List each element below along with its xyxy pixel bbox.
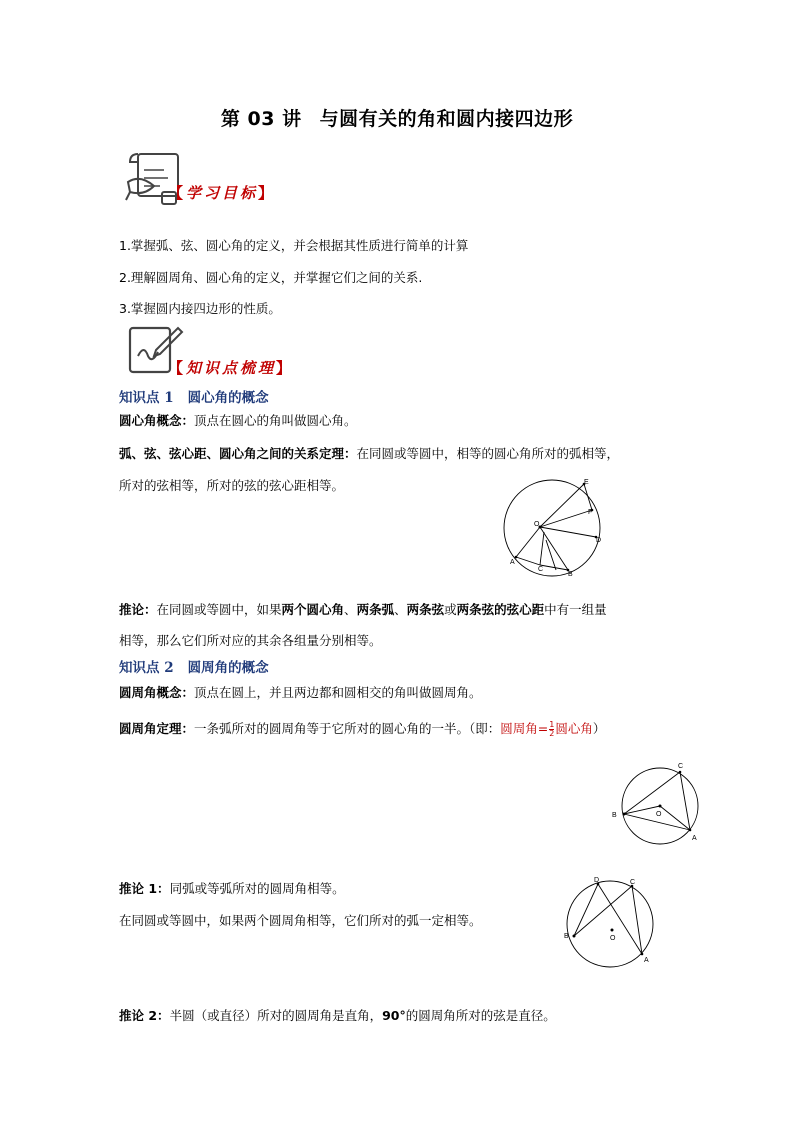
fig3-label-c: C — [630, 879, 636, 886]
fig1-label-d: D — [596, 537, 602, 544]
fig3-label-d: D — [594, 877, 600, 884]
fig2-label-c: C — [678, 763, 684, 770]
objective-item-2: 2.理解圆周角、圆心角的定义，并掌握它们之间的关系. — [119, 270, 423, 285]
kp2-theorem: 圆周角定理：一条弧所对的圆周角等于它所对的圆心角的一半。（即：圆周角= $\frac{1}{2}$ 圆心角） — [119, 720, 606, 738]
fig1-label-a: A — [510, 559, 515, 566]
lecture-topic: 与圆有关的角和圆内接四边形 — [319, 108, 574, 130]
kp1-definition: 圆心角概念：顶点在圆心的角叫做圆心角。 — [119, 413, 357, 428]
objectives-banner: 【学习目标】 — [168, 184, 277, 202]
kp1-theorem-line-2: 所对的弦相等，所对的弦的弦心距相等。 — [119, 478, 345, 493]
inscribed-angle-figure — [608, 756, 704, 846]
kp2-corollary1: 推论 1：同弧或等弧所对的圆周角相等。 — [119, 881, 345, 896]
fig2-label-o: O — [656, 811, 662, 818]
same-arc-angle-figure — [560, 874, 664, 970]
objective-item-3: 3.掌握圆内接四边形的性质。 — [119, 301, 281, 316]
fig1-label-o: O — [534, 521, 540, 528]
fig1-label-f: F — [588, 509, 593, 516]
fig3-label-a: A — [644, 957, 649, 964]
kp2-corollary2: 推论 2：半圆（或直径）所对的圆周角是直角，90°的圆周角所对的弦是直径。 — [119, 1008, 556, 1023]
kp2-definition: 圆周角概念：顶点在圆上，并且两边都和圆相交的角叫做圆周角。 — [119, 685, 482, 700]
fraction-one-half: $\frac{1}{2}$ — [549, 720, 555, 738]
fig3-label-o: O — [610, 935, 616, 942]
fig1-label-b: B — [568, 571, 573, 578]
kp2-heading: 知识点 2 圆周角的概念 — [119, 660, 269, 676]
kp2-corollary1-line-2: 在同圆或等圆中，如果两个圆周角相等，它们所对的弧一定相等。 — [119, 913, 482, 928]
kp1-theorem-line-1: 弧、弦、弦心距、圆心角之间的关系定理：在同圆或等圆中，相等的圆心角所对的弧相等， — [119, 446, 620, 461]
kp1-corollary-line-2: 相等，那么它们所对应的其余各组量分别相等。 — [119, 633, 382, 648]
kp1-corollary-line-1: 推论：在同圆或等圆中，如果两个圆心角、两条弧、两条弦或两条弦的弦心距中有一组量 — [119, 602, 607, 617]
objective-item-1: 1.掌握弧、弦、圆心角的定义，并会根据其性质进行简单的计算 — [119, 238, 469, 253]
fig2-label-a: A — [692, 835, 697, 842]
central-angle-figure — [500, 474, 620, 578]
knowledge-banner: 【知识点梳理】 — [168, 359, 295, 377]
page-title — [0, 104, 794, 131]
fig2-label-b: B — [612, 812, 617, 819]
lecture-number: 第 03 讲 — [220, 108, 302, 130]
fig1-label-c: C — [538, 566, 544, 573]
kp1-heading: 知识点 1 圆心角的概念 — [119, 390, 269, 406]
fig1-label-e: E — [584, 479, 589, 486]
fig3-label-b: B — [564, 933, 569, 940]
